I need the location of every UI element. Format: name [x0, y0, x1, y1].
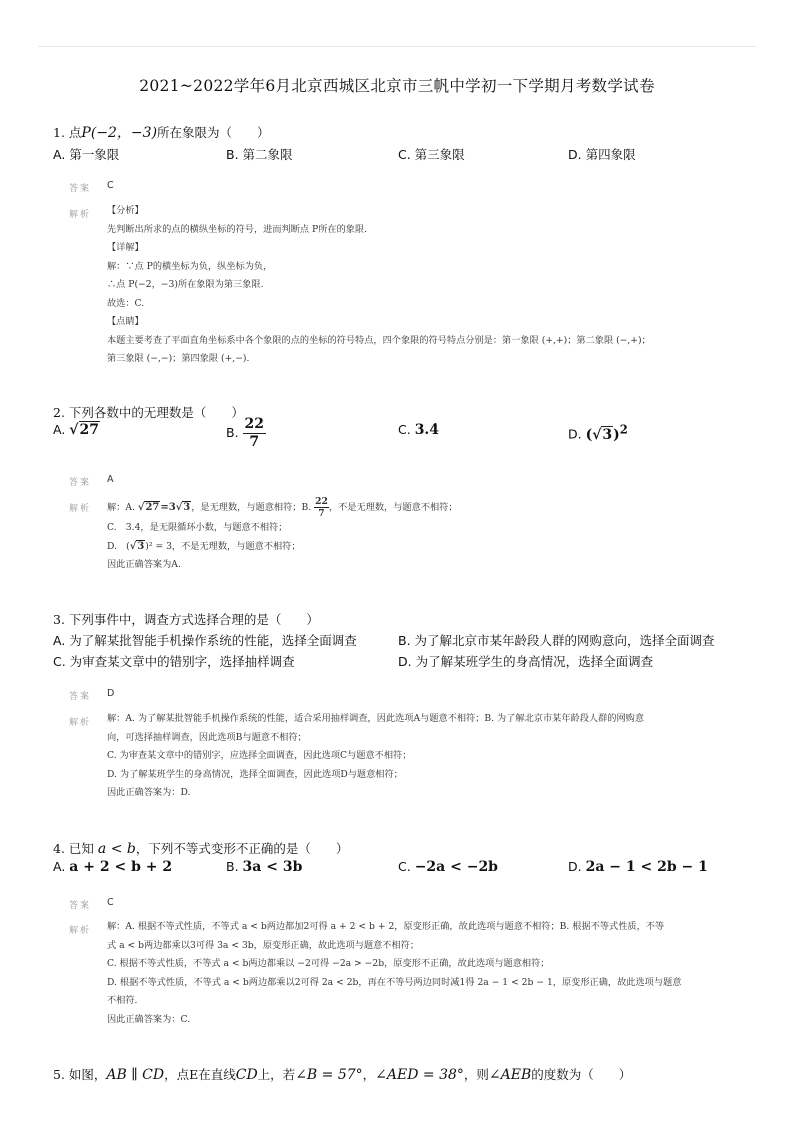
question-stem: 1. 点P(−2，−3)所在象限为（ ）	[53, 125, 270, 141]
question-stem: 3. 下列事件中，调查方式选择合理的是（ ）	[53, 612, 319, 627]
answer-label: 答案	[69, 901, 92, 911]
question-stem: 5. 如图，AB ∥ CD，点E在直线CD上，若∠B = 57°，∠AED = 38°，则∠AEB的度数为（ ）	[53, 1067, 632, 1083]
page-title: 2021~2022学年6月北京西城区北京市三帆中学初一下学期月考数学试卷	[139, 77, 655, 95]
option-b[interactable]: B. 3a < 3b	[226, 859, 303, 875]
header-rule	[38, 46, 756, 47]
option-b[interactable]: B. $\frac{22}{7}$	[226, 416, 265, 450]
option-c[interactable]: C. 3.4̇	[398, 422, 440, 438]
answer-value: C	[107, 180, 114, 191]
option-b[interactable]: B. 为了解北京市某年龄段人群的网购意向，选择全面调查	[398, 633, 715, 648]
answer-value: C	[107, 897, 114, 908]
explanation-label: 解析	[69, 926, 92, 936]
option-a[interactable]: A. 第一象限	[53, 147, 120, 162]
fraction: $\frac{22}{7}$	[315, 496, 328, 519]
explanation: 【分析】 先判断出所求的点的横纵坐标的符号，进而判断点 P所在的象限. 【详解】 解：∵点 P的横坐标为负，纵坐标为负， ∴点 P(−2，−3)所在象限为第三象限. 故选：C. 【点睛】 本题主要考查了平面直角坐标系中各个象限的点的坐标的符号特点，四个象限的符号特点分别是：第一象限 (+,+)；第二象限 (−,+)； 第三象限 (−,−)；第四象限 (+,−).	[107, 205, 651, 364]
option-d[interactable]: D. 为了解某班学生的身高情况，选择全面调查	[398, 654, 654, 669]
option-c[interactable]: C. −2a < −2b	[398, 859, 498, 875]
explanation: 解：A. √27=3√3，是无理数，与题意相符；B. $\frac{22}{7}$ ，不是无理数，与题意不相符； C. 3.4̇，是无限循环小数，与题意不相符； D. (√3)² = 3，不是无理数，与题意不相符； 因此正确答案为A.	[107, 496, 458, 570]
option-a[interactable]: A. a + 2 < b + 2	[53, 859, 173, 875]
explanation-label: 解析	[69, 504, 92, 514]
answer-label: 答案	[69, 184, 92, 194]
option-c[interactable]: C. 为审查某文章中的错别字，选择抽样调查	[53, 654, 295, 669]
option-a[interactable]: A. √27	[53, 422, 99, 438]
option-c[interactable]: C. 第三象限	[398, 147, 465, 162]
answer-label: 答案	[69, 692, 92, 702]
explanation: 解：A. 为了解某批智能手机操作系统的性能，适合采用抽样调查，因此选项A与题意不相符；B. 为了解北京市某年龄段人群的网购意 向，可选择抽样调查，因此选项B与题意不相符； C. 为审查某文章中的错别字，应选择全面调查，因此选项C与题意不相符； D. 为了解某班学生的身高情况，选择全面调查，因此选项D与题意相符； 因此正确答案为：D.	[107, 713, 645, 798]
option-b[interactable]: B. 第二象限	[226, 147, 293, 162]
option-a[interactable]: A. 为了解某批智能手机操作系统的性能，选择全面调查	[53, 633, 357, 648]
answer-value: A	[107, 474, 114, 485]
question-stem: 2. 下列各数中的无理数是（ ）	[53, 405, 244, 420]
explanation-label: 解析	[69, 210, 92, 220]
explanation: 解：A. 根据不等式性质，不等式 a < b两边都加2可得 a + 2 < b + 2，原变形正确，故此选项与题意不相符；B. 根据不等式性质，不等 式 a < b两边都乘以3可得 3a < 3b，原变形正确，故此选项与题意不相符； C. 根据不等式性质，不等式 a < b两边都乘以 −2可得 −2a > −2b，原变形不正确，故此选项与题意相符； D. 根据不等式性质，不等式 a < b两边都乘以2可得 2a < 2b，再在不等号两边同时减1得 2a − 1 < 2b − 1，原变形正确，故此选项与题意 不相符. 因此正确答案为：C.	[107, 921, 682, 1025]
option-d[interactable]: D. $(√3)^2$	[568, 422, 628, 443]
explanation-label: 解析	[69, 718, 92, 728]
question-stem: 4. 已知 a < b，下列不等式变形不正确的是（ ）	[53, 841, 349, 857]
fraction: $\frac{22}{7}$	[244, 416, 265, 450]
answer-value: D	[107, 688, 115, 699]
option-d[interactable]: D. 2a − 1 < 2b − 1	[568, 859, 708, 875]
answer-label: 答案	[69, 478, 92, 488]
option-d[interactable]: D. 第四象限	[568, 147, 636, 162]
